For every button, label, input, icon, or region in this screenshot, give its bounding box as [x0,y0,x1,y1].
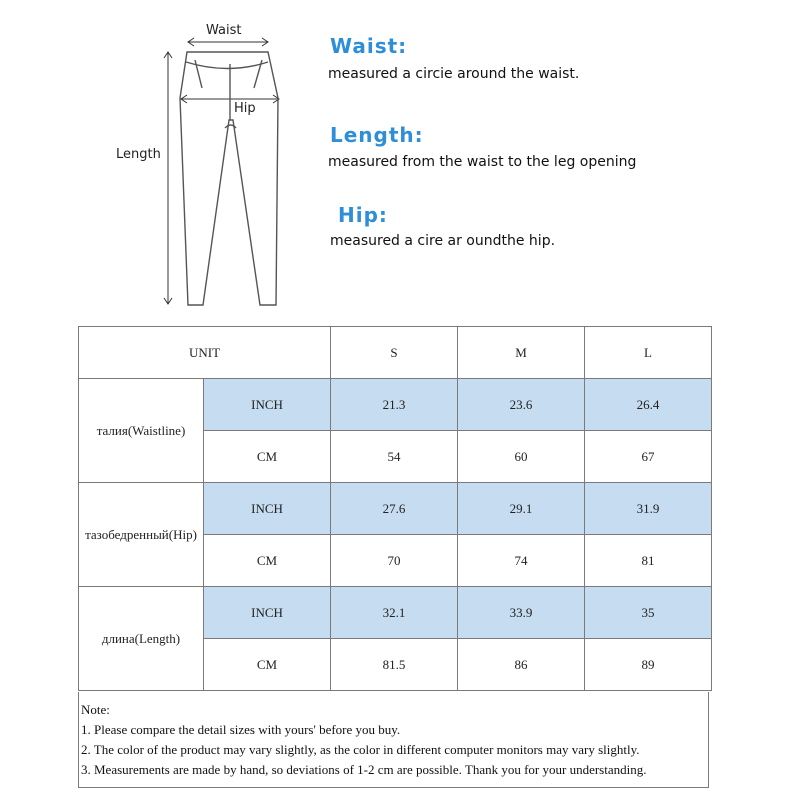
table-header-row [79,327,712,379]
waist-description: measured a circie around the waist. [328,66,580,82]
value-cell: 23.6 [458,379,585,431]
value-cell: 81 [585,535,712,587]
value-cell: 74 [458,535,585,587]
value-cell: 31.9 [585,483,712,535]
note-item: 1. Please compare the detail sizes with yours' before you buy. [81,722,401,737]
notes-box [78,692,709,788]
row-group-label: тазобедренный(Hip) [79,483,204,587]
value-cell: 60 [458,431,585,483]
value-cell: 32.1 [331,587,458,639]
value-cell: 21.3 [331,379,458,431]
unit-cell: INCH [204,587,331,639]
row-group-label: длина(Length) [79,587,204,691]
value-cell: 67 [585,431,712,483]
note-item: 3. Measurements are made by hand, so deviations of 1-2 cm are possible. Thank you for your understanding. [81,762,647,777]
value-cell: 86 [458,639,585,691]
size-header: L [585,327,712,379]
value-cell: 70 [331,535,458,587]
size-table [78,326,712,691]
length-description: measured from the waist to the leg opening [328,154,637,170]
value-cell: 35 [585,587,712,639]
waist-arrow [188,38,268,46]
value-cell: 33.9 [458,587,585,639]
length-label: Length [116,147,161,162]
value-cell: 89 [585,639,712,691]
hip-label: Hip [234,101,256,116]
size-header: S [331,327,458,379]
pants-outline [180,52,278,305]
waist-label: Waist [206,23,242,38]
hip-description: measured a cire ar oundthe hip. [330,233,556,249]
notes-title: Note: [81,702,110,717]
hip-heading: Hip: [338,203,388,227]
value-cell: 81.5 [331,639,458,691]
length-heading: Length: [330,123,424,147]
table-row [79,379,712,431]
unit-cell: CM [204,535,331,587]
value-cell: 54 [331,431,458,483]
value-cell: 26.4 [585,379,712,431]
unit-header: UNIT [79,327,331,379]
value-cell: 29.1 [458,483,585,535]
size-header: M [458,327,585,379]
table-row [79,483,712,535]
note-item: 2. The color of the product may vary slightly, as the color in different computer monitors may vary slightly. [81,742,640,757]
table-row [79,587,712,639]
length-arrow [164,52,172,304]
waist-heading: Waist: [330,34,408,58]
unit-cell: CM [204,431,331,483]
unit-cell: INCH [204,483,331,535]
row-group-label: талия(Waistline) [79,379,204,483]
value-cell: 27.6 [331,483,458,535]
unit-cell: CM [204,639,331,691]
unit-cell: INCH [204,379,331,431]
